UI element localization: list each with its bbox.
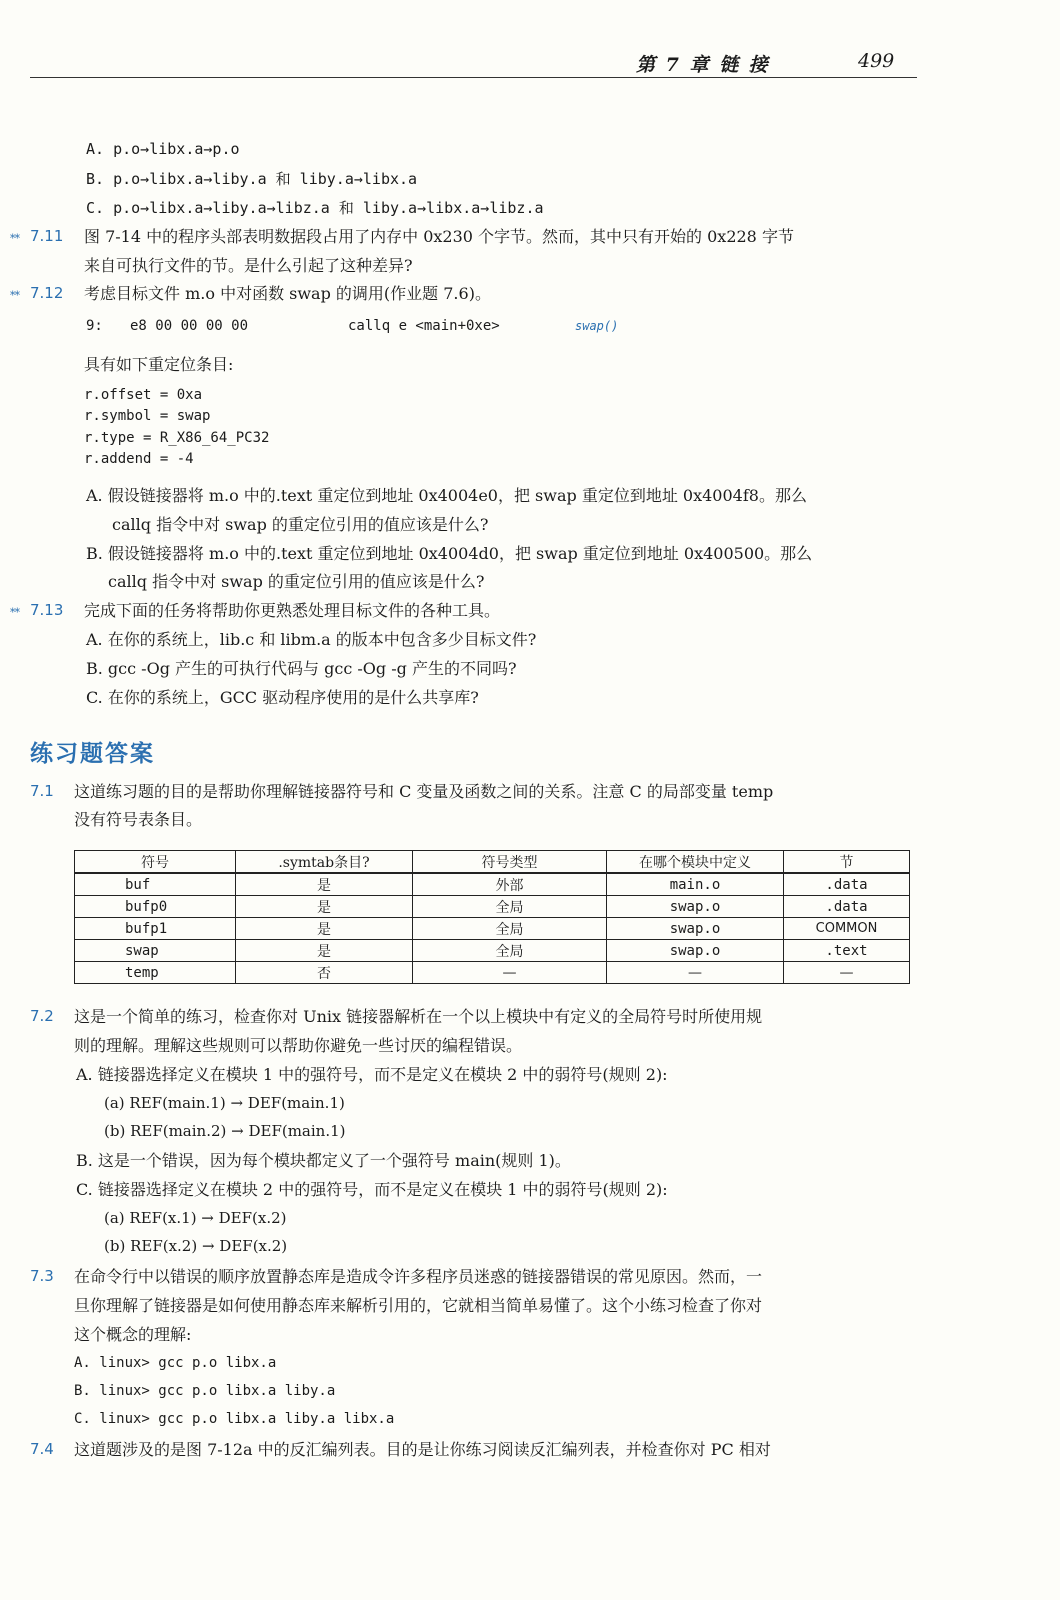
reloc-entry: r.symbol = swap bbox=[84, 408, 211, 424]
difficulty-stars: ** bbox=[10, 289, 19, 302]
exercise-number: 7.11 bbox=[30, 227, 64, 245]
column-header: 符号 bbox=[75, 851, 236, 874]
section-title: 练习题答案 bbox=[30, 741, 155, 767]
table-cell: .data bbox=[784, 873, 910, 896]
answer-text: 这道练习题的目的是帮助你理解链接器符号和 C 变量及函数之间的关系。注意 C 的局部变量 temp bbox=[74, 782, 774, 801]
table-cell: 是 bbox=[236, 940, 413, 962]
table-cell: swap.o bbox=[607, 918, 784, 940]
exercise-text: 图 7-14 中的程序头部表明数据段占用了内存中 0x230 个字节。然而，其中只有开始的 0x228 字节 bbox=[84, 227, 794, 246]
table-cell: main.o bbox=[607, 873, 784, 896]
answer-number: 7.3 bbox=[30, 1267, 54, 1285]
table-cell: — bbox=[607, 962, 784, 984]
answer-command-a: A. linux> gcc p.o libx.a bbox=[74, 1355, 277, 1371]
table-cell: — bbox=[413, 962, 607, 984]
sub-question-b: B. gcc -Og 产生的可执行代码与 gcc -Og -g 产生的不同吗? bbox=[86, 659, 517, 678]
answer-command-c: C. linux> gcc p.o libx.a liby.a libx.a bbox=[74, 1411, 395, 1427]
prev-option-a: A. p.o→libx.a→p.o bbox=[86, 140, 240, 158]
sub-question-a: A. 假设链接器将 m.o 中的.text 重定位到地址 0x4004e0，把 swap 重定位到地址 0x4004f8。那么 bbox=[86, 486, 807, 505]
code-comment: swap() bbox=[575, 319, 619, 333]
exercise-text: 完成下面的任务将帮助你更熟悉处理目标文件的各种工具。 bbox=[84, 601, 501, 620]
answer-text: 在命令行中以错误的顺序放置静态库是造成令许多程序员迷惑的链接器错误的常见原因。然而，一 bbox=[74, 1267, 763, 1286]
code-address: 9: bbox=[86, 318, 103, 334]
answer-text: 则的理解。理解这些规则可以帮助你避免一些讨厌的编程错误。 bbox=[74, 1036, 523, 1055]
sub-question-b-cont: callq 指令中对 swap 的重定位引用的值应该是什么? bbox=[108, 572, 485, 591]
answer-number: 7.4 bbox=[30, 1440, 54, 1458]
answer-text: 这是一个简单的练习，检查你对 Unix 链接器解析在一个以上模块中有定义的全局符号时所使用规 bbox=[74, 1007, 763, 1026]
table-cell: 全局 bbox=[413, 918, 607, 940]
table-cell: swap.o bbox=[607, 940, 784, 962]
header-rule bbox=[30, 77, 917, 78]
prev-option-b: B. p.o→libx.a→liby.a 和 liby.a→libx.a bbox=[86, 170, 418, 188]
answer-command-b: B. linux> gcc p.o libx.a liby.a bbox=[74, 1383, 336, 1399]
table-cell: 外部 bbox=[413, 873, 607, 896]
table-cell: temp bbox=[75, 962, 236, 984]
code-bytes: e8 00 00 00 00 bbox=[130, 318, 249, 334]
sub-question-a-cont: callq 指令中对 swap 的重定位引用的值应该是什么? bbox=[112, 515, 489, 534]
code-instruction: callq e <main+0xe> bbox=[348, 318, 500, 334]
table-cell: — bbox=[784, 962, 910, 984]
sub-question-a: A. 在你的系统上，lib.c 和 libm.a 的版本中包含多少目标文件? bbox=[86, 630, 537, 649]
page-number: 499 bbox=[858, 50, 895, 72]
table-cell: swap bbox=[75, 940, 236, 962]
table-cell: COMMON bbox=[784, 918, 910, 940]
answer-text: 这个概念的理解: bbox=[74, 1325, 192, 1344]
answer-part-b: B. 这是一个错误，因为每个模块都定义了一个强符号 main(规则 1)。 bbox=[76, 1151, 571, 1170]
answer-part-a: A. 链接器选择定义在模块 1 中的强符号，而不是定义在模块 2 中的弱符号(规则 2): bbox=[76, 1065, 668, 1084]
table-cell: 是 bbox=[236, 918, 413, 940]
difficulty-stars: ** bbox=[10, 232, 19, 245]
running-head: 第 7 章 链 接 bbox=[636, 54, 770, 76]
symbol-table bbox=[74, 850, 910, 984]
table-row bbox=[75, 896, 910, 918]
table-cell: bufp0 bbox=[75, 896, 236, 918]
table-cell: 否 bbox=[236, 962, 413, 984]
prev-option-c: C. p.o→libx.a→liby.a→libz.a 和 liby.a→libx.a→libz.a bbox=[86, 199, 544, 217]
table-cell: .data bbox=[784, 896, 910, 918]
answer-text: 这道题涉及的是图 7-12a 中的反汇编列表。目的是让你练习阅读反汇编列表，并检查你对 PC 相对 bbox=[74, 1440, 771, 1459]
table-cell: buf bbox=[75, 873, 236, 896]
answer-number: 7.1 bbox=[30, 782, 54, 800]
table-header-row bbox=[75, 851, 910, 874]
reloc-entry: r.offset = 0xa bbox=[84, 387, 203, 403]
answer-part-c-a: (a) REF(x.1) → DEF(x.2) bbox=[104, 1209, 287, 1227]
table-cell: bufp1 bbox=[75, 918, 236, 940]
answer-part-c-b: (b) REF(x.2) → DEF(x.2) bbox=[104, 1237, 288, 1255]
table-cell: 全局 bbox=[413, 896, 607, 918]
column-header: 符号类型 bbox=[413, 851, 607, 874]
column-header: 在哪个模块中定义 bbox=[607, 851, 784, 874]
sub-question-b: B. 假设链接器将 m.o 中的.text 重定位到地址 0x4004d0，把 swap 重定位到地址 0x400500。那么 bbox=[86, 544, 813, 563]
table-row bbox=[75, 962, 910, 984]
table-cell: .text bbox=[784, 940, 910, 962]
exercise-text: 来自可执行文件的节。是什么引起了这种差异? bbox=[84, 256, 413, 275]
exercise-number: 7.13 bbox=[30, 601, 64, 619]
answer-text: 旦你理解了链接器是如何使用静态库来解析引用的，它就相当简单易懂了。这个小练习检查了你对 bbox=[74, 1296, 763, 1315]
answer-number: 7.2 bbox=[30, 1007, 54, 1025]
difficulty-stars: ** bbox=[10, 606, 19, 619]
table-cell: 全局 bbox=[413, 940, 607, 962]
table-cell: 是 bbox=[236, 873, 413, 896]
exercise-number: 7.12 bbox=[30, 284, 64, 302]
answer-text: 没有符号表条目。 bbox=[74, 810, 203, 829]
reloc-entry: r.addend = -4 bbox=[84, 451, 194, 467]
exercise-text: 考虑目标文件 m.o 中对函数 swap 的调用(作业题 7.6)。 bbox=[84, 284, 491, 303]
answer-part-a-b: (b) REF(main.2) → DEF(main.1) bbox=[104, 1122, 346, 1140]
table-row bbox=[75, 873, 910, 896]
table-row bbox=[75, 918, 910, 940]
reloc-intro: 具有如下重定位条目: bbox=[84, 355, 234, 374]
answer-part-c: C. 链接器选择定义在模块 2 中的强符号，而不是定义在模块 1 中的弱符号(规则 2): bbox=[76, 1180, 668, 1199]
sub-question-c: C. 在你的系统上，GCC 驱动程序使用的是什么共享库? bbox=[86, 688, 479, 707]
table-cell: 是 bbox=[236, 896, 413, 918]
column-header: 节 bbox=[784, 851, 910, 874]
table-cell: swap.o bbox=[607, 896, 784, 918]
column-header: .symtab条目? bbox=[236, 851, 413, 874]
table-row bbox=[75, 940, 910, 962]
reloc-entry: r.type = R_X86_64_PC32 bbox=[84, 430, 270, 446]
answer-part-a-a: (a) REF(main.1) → DEF(main.1) bbox=[104, 1094, 345, 1112]
